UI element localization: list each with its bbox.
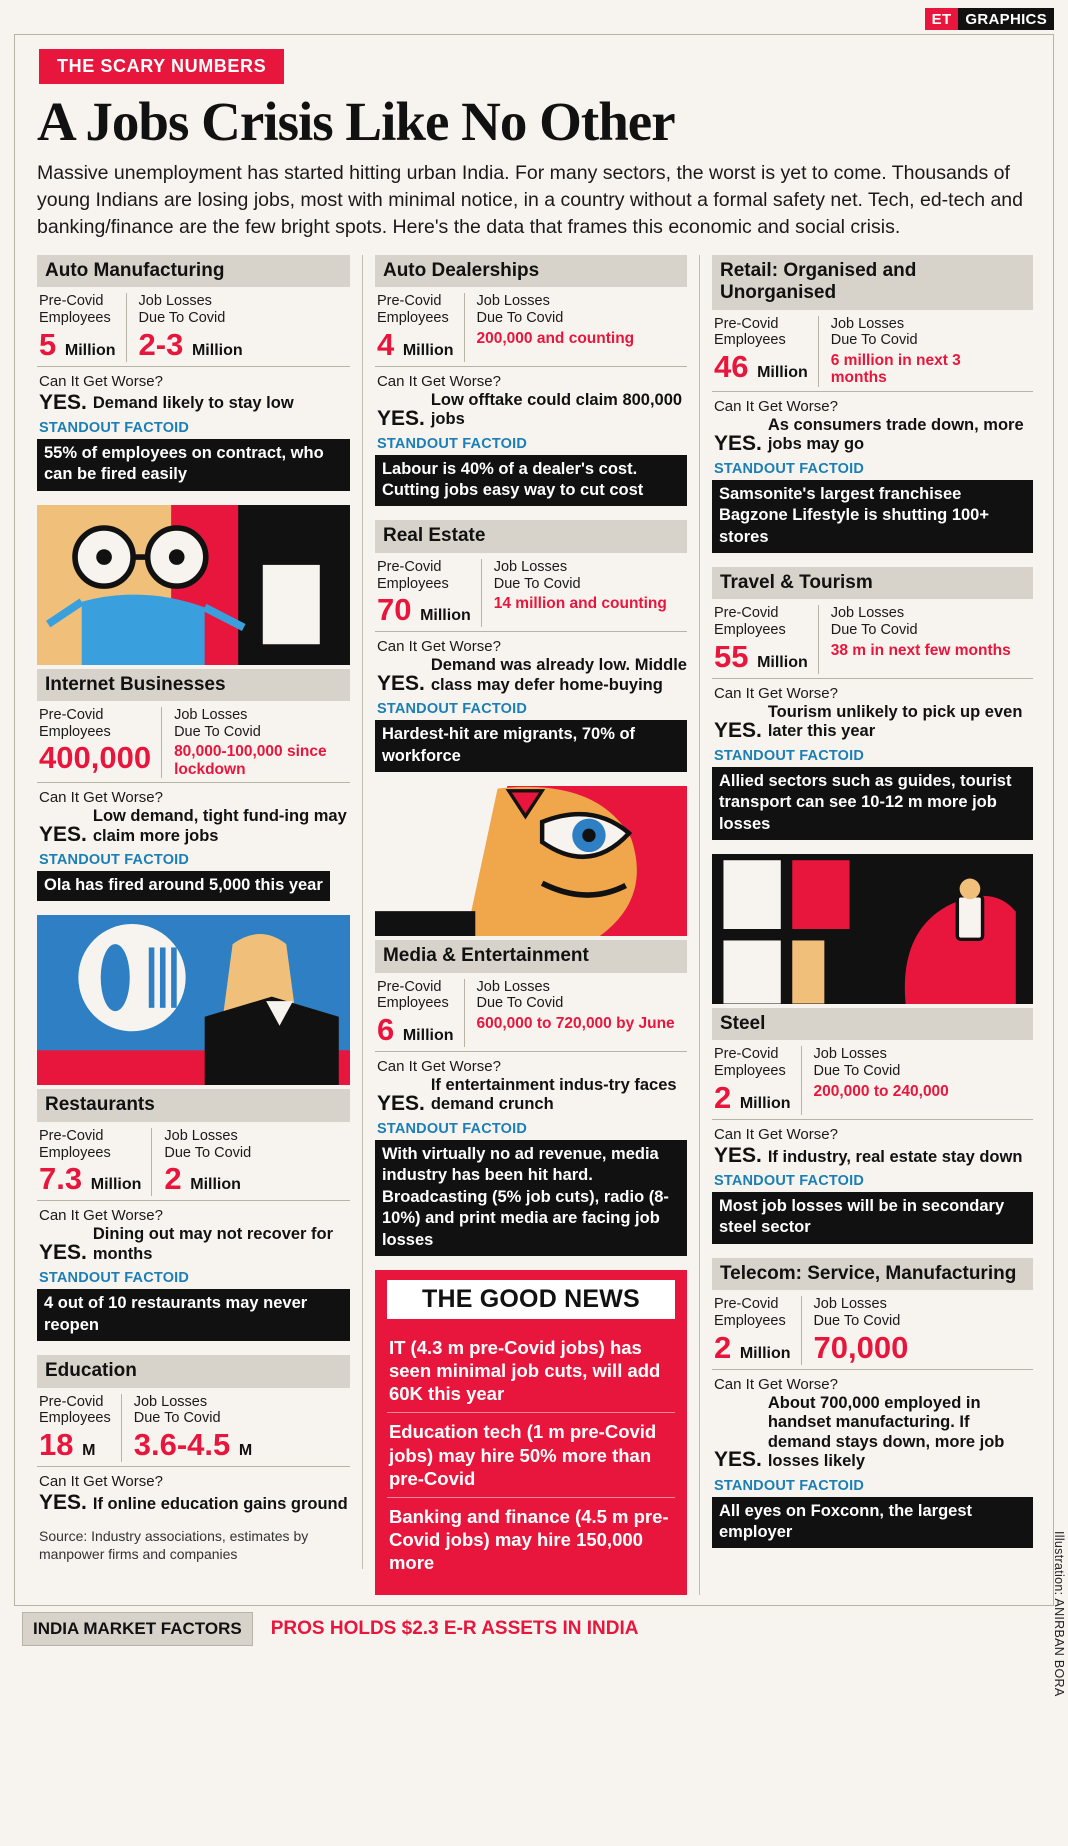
job-losses-label-line1: Job Losses: [138, 293, 212, 310]
sector-title: Education: [37, 1355, 350, 1387]
job-losses-value: 2-3 Million: [138, 326, 243, 362]
worse-answer: [39, 1491, 350, 1514]
job-losses-label-line1: Job Losses: [174, 707, 248, 724]
job-losses-label-line2: Due To Covid: [813, 1063, 901, 1080]
pre-covid-label-line1: Pre-Covid: [39, 293, 104, 310]
yes-label: YES.: [376, 672, 425, 696]
pre-covid-value: 46 Million: [713, 348, 808, 384]
sector-title: Restaurants: [37, 1089, 350, 1121]
sector-steel: [712, 1008, 1033, 1244]
worse-text: Low offtake could claim 800,000 jobs: [430, 390, 683, 429]
illustration-cubist-face: [375, 786, 687, 936]
kicker-banner: THE SCARY NUMBERS: [39, 49, 284, 84]
sector-numbers: [712, 310, 1033, 392]
waiter-art: [37, 915, 350, 1085]
illustration-traveller-phone: [712, 854, 1033, 1004]
pre-covid-value: 18 M: [39, 1426, 96, 1462]
worse-question: Can It Get Worse?: [713, 684, 838, 702]
factoid-label: STANDOUT FACTOID: [376, 701, 528, 718]
worse-text: Demand was already low. Middle class may defer home-buying: [430, 656, 687, 694]
pre-covid-label-line1: Pre-Covid: [39, 1393, 104, 1410]
job-losses-block: [801, 1296, 919, 1364]
illustration-credit: Illustration: ANIRBAN BORA: [1052, 1530, 1066, 1696]
yes-label: YES.: [39, 1241, 87, 1265]
worse-answer: [714, 1144, 1033, 1167]
job-losses-label-line2: Due To Covid: [830, 622, 918, 639]
sector-numbers: [712, 1290, 1033, 1369]
pre-covid-label-line1: Pre-Covid: [713, 1046, 779, 1063]
sector-numbers: [712, 1040, 1033, 1119]
pre-covid-label-line2: Employees: [376, 995, 449, 1012]
yes-label: YES.: [713, 1143, 762, 1167]
factoid-label: STANDOUT FACTOID: [713, 460, 865, 477]
job-losses-block: [481, 559, 677, 627]
pre-covid-label-line1: Pre-Covid: [376, 558, 442, 575]
pre-covid-label-line2: Employees: [713, 1312, 786, 1329]
worse-question: Can It Get Worse?: [39, 789, 163, 807]
job-losses-label-line2: Due To Covid: [476, 309, 564, 326]
pre-covid-label-line2: Employees: [39, 1144, 111, 1161]
factoid-text: Ola has fired around 5,000 this year: [37, 871, 330, 901]
yes-label: YES.: [39, 822, 87, 846]
pre-covid-unit: Million: [739, 1094, 791, 1112]
pre-covid-label-line1: Pre-Covid: [713, 1296, 779, 1313]
pre-covid-block: [377, 293, 464, 361]
factoid-text: Hardest-hit are migrants, 70% of workforce: [375, 720, 687, 772]
job-losses-label-line1: Job Losses: [830, 605, 905, 622]
sector-telecom: [712, 1258, 1033, 1549]
worse-text: As consumers trade down, more jobs may go: [767, 415, 1024, 454]
sector-media-entertainment: [375, 940, 687, 1256]
factoid-label: STANDOUT FACTOID: [713, 1172, 865, 1189]
sector-title: Media & Entertainment: [375, 940, 687, 972]
job-losses-block: [801, 1046, 959, 1114]
job-losses-label-line1: Job Losses: [830, 315, 905, 332]
sector-numbers: [712, 599, 1033, 678]
sector-numbers: [37, 287, 350, 366]
job-losses-value: 200,000 and counting: [476, 329, 635, 347]
bottom-strip-left: INDIA MARKET FACTORS: [22, 1612, 253, 1646]
factoid-label: STANDOUT FACTOID: [39, 1270, 190, 1287]
job-losses-unit: Million: [190, 1176, 241, 1194]
sector-internet-businesses: [37, 669, 350, 902]
traveller-art: [712, 854, 1033, 1004]
job-losses-label-line2: Due To Covid: [476, 995, 564, 1012]
sector-auto-dealerships: [375, 255, 687, 507]
job-losses-block: [464, 293, 645, 361]
worse-text: Demand likely to stay low: [92, 394, 294, 413]
et-graphics-badge: [925, 8, 1054, 30]
worse-text: Low demand, tight fund-ing may claim more jobs: [92, 807, 347, 845]
pre-covid-label-line1: Pre-Covid: [39, 1127, 104, 1144]
pre-covid-unit: Million: [757, 363, 808, 381]
sector-title: Auto Manufacturing: [37, 255, 350, 287]
pre-covid-value: 2 Million: [713, 1079, 791, 1115]
pre-covid-block: [714, 1296, 801, 1364]
pre-covid-label-line2: Employees: [39, 723, 111, 740]
factoid-text: Most job losses will be in secondary steel sector: [712, 1192, 1033, 1244]
sector-numbers: [37, 1122, 350, 1201]
graphics-label: GRAPHICS: [958, 8, 1054, 30]
factoid-label: STANDOUT FACTOID: [713, 1477, 865, 1494]
worse-text: About 700,000 employed in handset manufacturing. If demand stays down, more job losses likely: [767, 1393, 1005, 1471]
pre-covid-label-line2: Employees: [713, 332, 786, 349]
job-losses-block: [818, 605, 1021, 673]
sector-title: Internet Businesses: [37, 669, 350, 701]
job-losses-unit: Million: [191, 341, 243, 359]
job-losses-label-line1: Job Losses: [813, 1296, 887, 1313]
job-losses-label-line2: Due To Covid: [493, 575, 581, 592]
worse-question: Can It Get Worse?: [713, 397, 838, 415]
worse-answer: [714, 416, 1033, 455]
worse-answer: [377, 656, 687, 695]
pre-covid-label-line2: Employees: [713, 1063, 786, 1080]
yes-label: YES.: [713, 718, 762, 742]
pre-covid-label-line1: Pre-Covid: [713, 315, 779, 332]
pre-covid-block: [714, 605, 818, 673]
sector-travel-tourism: [712, 567, 1033, 840]
job-losses-unit: M: [238, 1441, 253, 1459]
job-losses-label-line1: Job Losses: [476, 978, 550, 995]
yes-label: YES.: [376, 406, 425, 430]
standfirst-text: Massive unemployment has started hitting urban India. For many sectors, the worst is yet to come. Thousands of young Indians are losing jobs, most with minimal notice, in a country without a formal safety net. Tech, ed-tech and banking/finance are the few bright spots. Here's the data that frames this economic and social crisis.: [37, 162, 1023, 238]
sector-numbers: [375, 553, 687, 632]
pre-covid-unit: Million: [402, 341, 454, 359]
page-title: A Jobs Crisis Like No Other: [37, 91, 675, 152]
sector-title: Real Estate: [375, 520, 687, 552]
worse-question: Can It Get Worse?: [376, 638, 501, 656]
sector-title: Auto Dealerships: [375, 255, 687, 287]
bottom-strip-right: PROS HOLDS $2.3 E-R ASSETS IN INDIA: [270, 1618, 639, 1640]
sector-retail: [712, 255, 1033, 553]
worse-question: Can It Get Worse?: [39, 1472, 163, 1490]
pre-covid-label-line2: Employees: [376, 575, 449, 592]
factoid-label: STANDOUT FACTOID: [713, 747, 865, 764]
pre-covid-label-line1: Pre-Covid: [39, 707, 104, 724]
pre-covid-block: [714, 316, 818, 387]
job-losses-label-line2: Due To Covid: [813, 1312, 901, 1329]
pre-covid-block: [714, 1046, 801, 1114]
job-losses-label-line2: Due To Covid: [830, 332, 918, 349]
illustration-masked-face: [37, 505, 350, 665]
job-losses-value: 3.6-4.5 M: [133, 1426, 253, 1462]
worse-question: Can It Get Worse?: [376, 1057, 501, 1075]
job-losses-value: 70,000: [813, 1329, 909, 1365]
good-news-item: IT (4.3 m pre-Covid jobs) has seen minimal job cuts, will add 60K this year: [387, 1329, 675, 1413]
worse-question: Can It Get Worse?: [713, 1375, 838, 1393]
worse-text: If online education gains ground: [92, 1494, 348, 1513]
sector-title: Steel: [712, 1008, 1033, 1040]
worse-answer: [39, 1225, 350, 1264]
pre-covid-label-line2: Employees: [376, 309, 449, 326]
job-losses-label-line2: Due To Covid: [133, 1410, 221, 1427]
job-losses-value: 2 Million: [164, 1161, 241, 1197]
worse-question: Can It Get Worse?: [713, 1125, 838, 1143]
factoid-text: 55% of employees on contract, who can be fired easily: [37, 439, 350, 491]
bottom-strip: [14, 1612, 1054, 1652]
column-left: [31, 255, 363, 1569]
factoid-label: STANDOUT FACTOID: [376, 435, 528, 452]
sector-real-estate: [375, 520, 687, 772]
factoid-text: 4 out of 10 restaurants may never reopen: [37, 1289, 350, 1341]
yes-label: YES.: [39, 1490, 87, 1514]
job-losses-value: 38 m in next few months: [830, 641, 1011, 659]
worse-answer: [377, 1076, 687, 1115]
main-frame: [14, 34, 1054, 1606]
pre-covid-block: [39, 1128, 151, 1196]
job-losses-value: 80,000-100,000 since lockdown: [174, 743, 327, 778]
job-losses-value: 14 million and counting: [493, 595, 667, 613]
good-news-box: [375, 1270, 687, 1595]
sector-numbers: [375, 287, 687, 366]
good-news-item: Banking and finance (4.5 m pre-Covid jobs) may hire 150,000 more: [388, 1505, 669, 1574]
pre-covid-block: [39, 293, 126, 361]
masked-face-art: [37, 505, 350, 665]
worse-answer: [714, 703, 1033, 742]
pre-covid-label-line2: Employees: [713, 622, 786, 639]
factoid-text: Allied sectors such as guides, tourist transport can see 10-12 m more job losses: [712, 767, 1033, 840]
factoid-text: All eyes on Foxconn, the largest employer: [712, 1497, 1033, 1549]
pre-covid-value: 400,000: [39, 740, 152, 776]
yes-label: YES.: [713, 431, 762, 455]
worse-question: Can It Get Worse?: [39, 372, 163, 390]
sector-title: Telecom: Service, Manufacturing: [712, 1258, 1033, 1290]
job-losses-label-line1: Job Losses: [813, 1046, 887, 1063]
pre-covid-unit: Million: [420, 607, 471, 625]
worse-text: Tourism unlikely to pick up even later this year: [767, 702, 1023, 741]
pre-covid-value: 6 Million: [376, 1011, 454, 1047]
job-losses-block: [161, 707, 348, 778]
yes-label: YES.: [713, 1448, 762, 1472]
pre-covid-unit: Million: [402, 1026, 454, 1044]
job-losses-block: [464, 979, 685, 1047]
pre-covid-value: 5 Million: [39, 326, 116, 362]
worse-text: If entertainment indus-try faces demand crunch: [430, 1075, 677, 1114]
sector-restaurants: [37, 1089, 350, 1341]
pre-covid-block: [377, 979, 464, 1047]
job-losses-label-line1: Job Losses: [164, 1127, 238, 1144]
pre-covid-unit: Million: [90, 1176, 142, 1194]
job-losses-block: [126, 293, 253, 361]
et-logo: ET: [925, 8, 959, 30]
sector-numbers: [375, 973, 687, 1052]
good-news-item: Education tech (1 m pre-Covid jobs) may hire 50% more than pre-Covid: [387, 1413, 675, 1497]
job-losses-label-line1: Job Losses: [133, 1393, 208, 1410]
job-losses-value: 6 million in next 3 months: [830, 351, 961, 387]
pre-covid-block: [39, 1394, 121, 1462]
sector-auto-manufacturing: [37, 255, 350, 491]
job-losses-value: 200,000 to 240,000: [813, 1082, 949, 1100]
sector-numbers: [37, 701, 350, 783]
pre-covid-unit: Million: [739, 1344, 791, 1362]
job-losses-block: [151, 1128, 261, 1196]
factoid-label: STANDOUT FACTOID: [39, 419, 190, 436]
factoid-text: Samsonite's largest franchisee Bagzone Lifestyle is shutting 100+ stores: [712, 480, 1033, 553]
columns-wrapper: [31, 255, 1037, 1595]
sector-title: Retail: Organised and Unorganised: [712, 255, 1033, 310]
pre-covid-label-line2: Employees: [39, 309, 111, 326]
worse-text: Dining out may not recover for months: [92, 1225, 334, 1263]
worse-text: If industry, real estate stay down: [767, 1147, 1023, 1166]
job-losses-label-line1: Job Losses: [476, 293, 550, 310]
pre-covid-value: 4 Million: [376, 326, 454, 362]
worse-answer: [377, 391, 687, 430]
pre-covid-unit: Million: [757, 653, 808, 671]
worse-answer: [39, 391, 350, 414]
pre-covid-value: 55 Million: [713, 638, 808, 674]
column-right: [700, 255, 1037, 1563]
worse-question: Can It Get Worse?: [39, 1207, 163, 1225]
sector-title: Travel & Tourism: [712, 567, 1033, 599]
factoid-label: STANDOUT FACTOID: [376, 1120, 528, 1137]
job-losses-block: [818, 316, 1031, 387]
good-news-title: THE GOOD NEWS: [387, 1280, 675, 1319]
pre-covid-label-line1: Pre-Covid: [376, 978, 442, 995]
job-losses-label-line2: Due To Covid: [138, 309, 226, 326]
yes-label: YES.: [376, 1091, 425, 1115]
sector-numbers: [37, 1388, 350, 1467]
job-losses-label-line2: Due To Covid: [164, 1144, 252, 1161]
pre-covid-block: [377, 559, 481, 627]
pre-covid-unit: Million: [64, 341, 116, 359]
pre-covid-value: 7.3 Million: [39, 1161, 142, 1197]
worse-answer: [39, 807, 350, 846]
cubist-face-art: [375, 786, 687, 936]
job-losses-label-line1: Job Losses: [493, 558, 568, 575]
pre-covid-label-line1: Pre-Covid: [713, 605, 779, 622]
pre-covid-unit: M: [82, 1441, 96, 1459]
pre-covid-value: 2 Million: [713, 1329, 791, 1365]
job-losses-value: 600,000 to 720,000 by June: [476, 1014, 675, 1032]
job-losses-block: [121, 1394, 262, 1462]
pre-covid-label-line1: Pre-Covid: [376, 293, 442, 310]
yes-label: YES.: [39, 390, 87, 414]
sector-education: [37, 1355, 350, 1514]
pre-covid-block: [39, 707, 161, 778]
pre-covid-label-line2: Employees: [39, 1410, 111, 1427]
job-losses-label-line2: Due To Covid: [174, 723, 261, 740]
source-note: Source: Industry associations, estimates by manpower firms and companies: [39, 1528, 309, 1562]
factoid-label: STANDOUT FACTOID: [39, 852, 190, 869]
illustration-waiter: [37, 915, 350, 1085]
column-middle: [363, 255, 700, 1595]
factoid-text: With virtually no ad revenue, media industry has been hit hard. Broadcasting (5% job cuts), radio (8-10%) and print media are facing job losses: [375, 1140, 687, 1256]
factoid-text: Labour is 40% of a dealer's cost. Cutting jobs easy way to cut cost: [375, 455, 687, 507]
worse-answer: [714, 1394, 1033, 1472]
worse-question: Can It Get Worse?: [376, 372, 501, 390]
pre-covid-value: 70 Million: [376, 592, 471, 628]
